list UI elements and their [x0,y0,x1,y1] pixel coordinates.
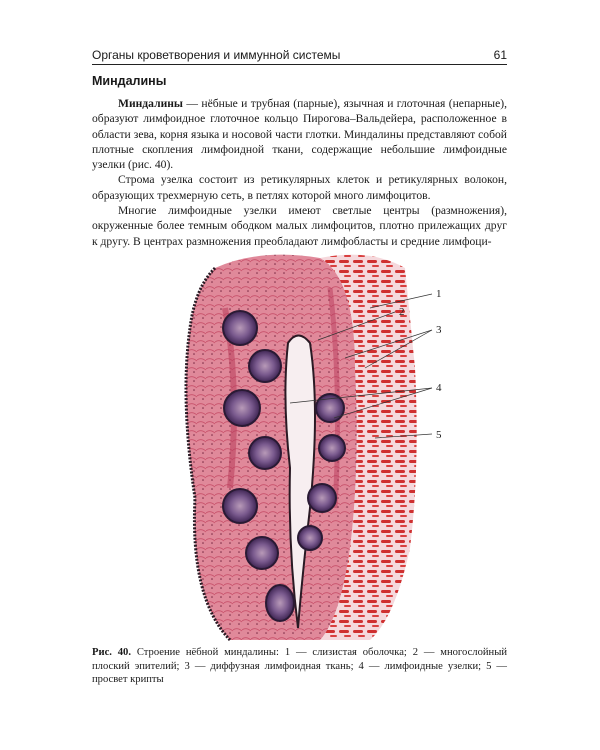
paragraph-3: Многие лимфоидные узелки имеют светлые центры (размножения), окруженные более темным ободком малых лимфоцитов, плотно прилежащих друг к другу. В центрах размножения преобладают лимфобласты и средние лимфоци- [92,204,507,248]
lymphoid-nodule [316,394,344,422]
body-text [92,96,507,249]
lymphoid-nodule [319,435,345,461]
lymphoid-nodule [223,489,257,523]
lymphoid-nodule [246,537,278,569]
paragraph-1 [92,96,507,172]
label-1: 1 [436,288,442,300]
page-number: 61 [493,48,507,62]
tonsil-drawing [170,248,450,643]
paragraph-1-text: — нёбные и трубная (парные), язычная и глоточная (непарные), образуют лимфоидное глоточное кольцо Пирогова–Вальдейера, расположенное в области зева, корня языка и носовой части глотки. Миндалины представляют собой плотные скопления лимфоидной ткани, содержащие небольшие лимфоидные узелки (рис. 40). [92,97,507,172]
lymphoid-nodule [266,585,294,621]
label-5: 5 [436,429,442,441]
paragraph-2: Строма узелка состоит из ретикулярных клеток и ретикулярных волокон, образующих трехмерную сеть, в петлях которой много лимфоцитов. [92,173,507,202]
label-2: 2 [399,306,405,318]
lymphoid-nodule [224,390,260,426]
running-title: Органы кроветворения и иммунной системы [92,48,341,62]
caption-label: Рис. 40. [92,647,132,658]
label-3: 3 [436,324,442,336]
running-head [92,44,507,62]
label-4: 4 [436,382,442,394]
header-rule [92,64,507,65]
lymphoid-nodule [249,437,281,469]
figure-caption [92,646,507,687]
lymphoid-nodule [308,484,336,512]
section-title: Миндалины [92,74,167,88]
lymphoid-nodule [223,311,257,345]
lymphoid-nodule [298,526,322,550]
caption-text: Строение нёбной миндалины: 1 — слизистая оболочка; 2 — многослойный плоский эпителий; 3 — диффузная лимфоидная ткань; 4 — лимфоидные узелки; 5 — просвет крипты [92,647,507,686]
paragraph-lead-term: Миндалины [118,97,183,110]
tonsil-illustration [170,248,450,643]
lymphoid-nodule [249,350,281,382]
